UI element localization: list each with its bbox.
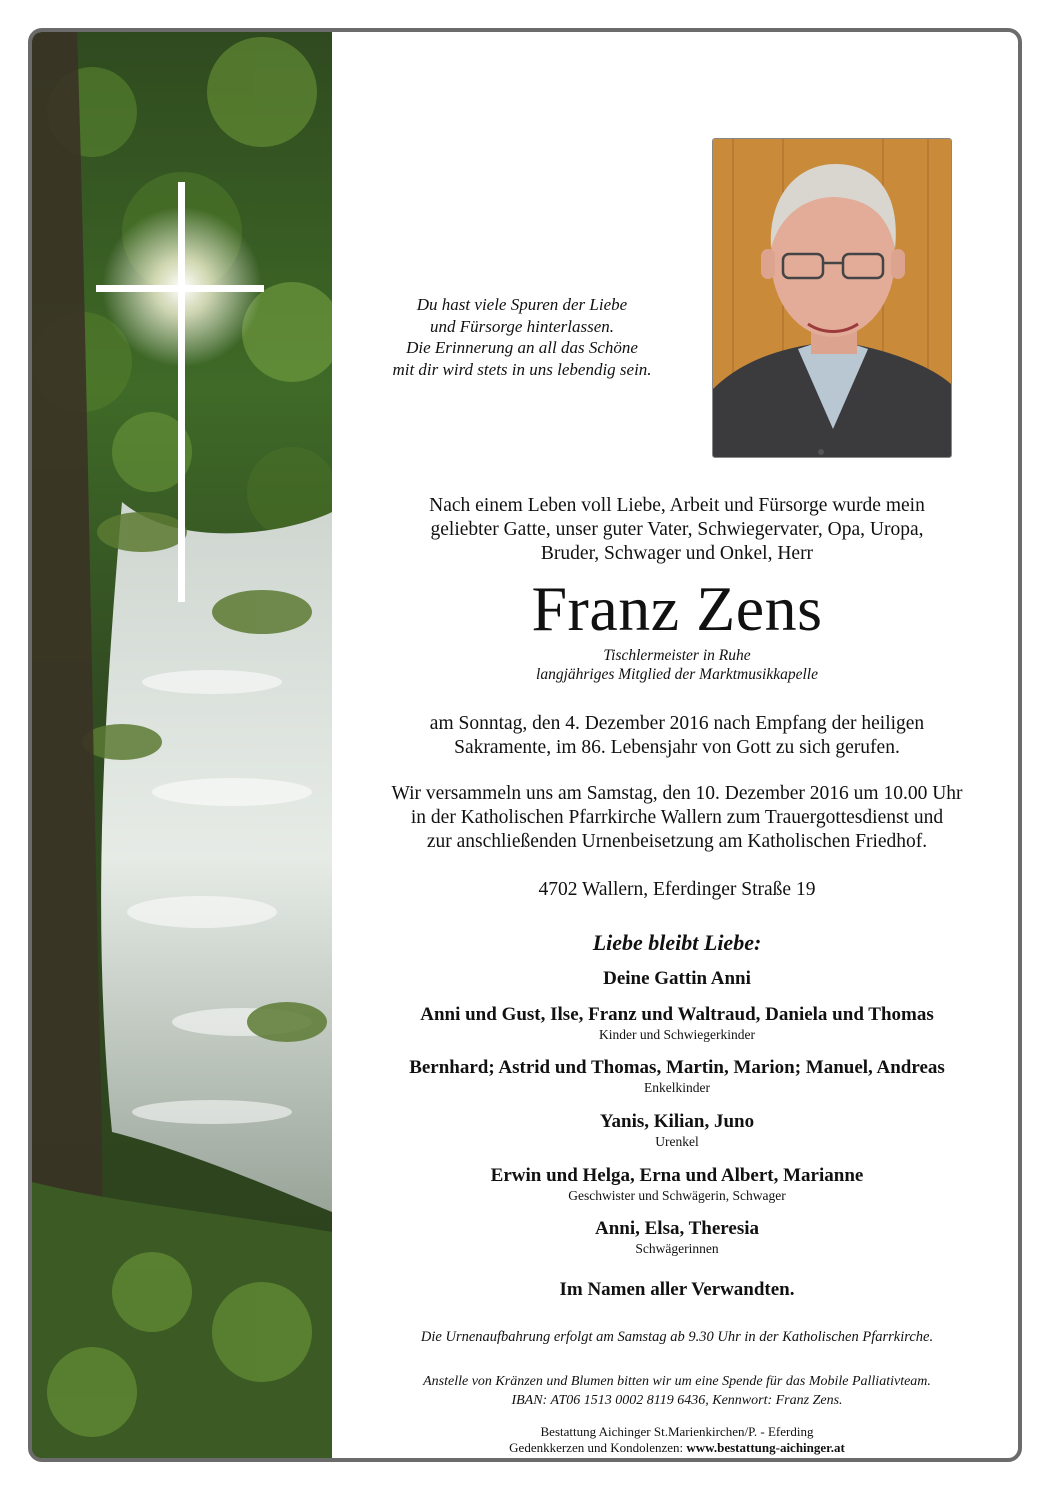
footer-condolences-label: Gedenkkerzen und Kondolenzen:: [509, 1440, 687, 1455]
intro-line: geliebter Gatte, unser guter Vater, Schwiegervater, Opa, Uropa,: [430, 519, 924, 540]
family-group-names: Erwin und Helga, Erna und Albert, Marianne: [490, 1165, 864, 1186]
forest-stream-illustration: [32, 32, 332, 1458]
donation-note: [332, 1372, 1022, 1410]
closing-line: Im Namen aller Verwandten.: [559, 1279, 795, 1300]
subtitle-line: Tischlermeister in Ruhe: [603, 647, 751, 664]
intro-line: Bruder, Schwager und Onkel, Herr: [540, 543, 814, 564]
donation-line: IBAN: AT06 1513 0002 8119 6436, Kennwort: Franz Zens.: [511, 1393, 843, 1408]
verse-line: und Fürsorge hinterlassen.: [429, 316, 614, 336]
death-line: Sakramente, im 86. Lebensjahr von Gott zu sich gerufen.: [454, 737, 900, 758]
portrait-illustration: [713, 139, 951, 457]
family-group-relation: Urenkel: [655, 1134, 699, 1149]
family-group-relation: Kinder und Schwiegerkinder: [599, 1027, 755, 1042]
deceased-description: [332, 646, 1022, 684]
family-group-relation: Enkelkinder: [644, 1080, 710, 1095]
verse-line: Du hast viele Spuren der Liebe: [416, 295, 628, 314]
verse-line: mit dir wird stets in uns lebendig sein.: [392, 359, 652, 379]
family-group-relation: Schwägerinnen: [635, 1241, 719, 1256]
family-group-relation: Geschwister und Schwägerin, Schwager: [568, 1188, 786, 1203]
address: 4702 Wallern, Eferdinger Straße 19: [538, 879, 816, 900]
funeral-info: [332, 782, 1022, 854]
obituary-content: [332, 32, 1022, 1458]
funeral-line: in der Katholischen Pfarrkirche Wallern zum Trauergottesdienst und: [410, 807, 944, 828]
footer-website-link[interactable]: www.bestattung-aichinger.at: [686, 1440, 845, 1455]
intro-line: Nach einem Leben voll Liebe, Arbeit und Fürsorge wurde mein: [429, 495, 925, 516]
intro-text: [332, 494, 1022, 566]
death-line: am Sonntag, den 4. Dezember 2016 nach Empfang der heiligen: [429, 713, 925, 734]
footer: [332, 1424, 1022, 1456]
urn-note: Die Urnenaufbahrung erfolgt am Samstag ab 9.30 Uhr in der Katholischen Pfarrkirche.: [420, 1329, 934, 1345]
footer-condolences: [332, 1440, 1022, 1456]
funeral-line: zur anschließenden Urnenbeisetzung am Katholischen Friedhof.: [426, 831, 928, 852]
footer-company: Bestattung Aichinger St.Marienkirchen/P. - Eferding: [540, 1424, 814, 1439]
family-group-names: Anni, Elsa, Theresia: [594, 1218, 759, 1239]
family-group-names: Anni und Gust, Ilse, Franz und Waltraud, Daniela und Thomas: [420, 1004, 934, 1025]
donation-line: Anstelle von Kränzen und Blumen bitten wir um eine Spende für das Mobile Palliativteam.: [423, 1374, 931, 1389]
cross-horizontal: [96, 285, 264, 292]
subtitle-line: langjähriges Mitglied der Marktmusikkapelle: [536, 666, 818, 683]
death-notice: [332, 712, 1022, 760]
funeral-line: Wir versammeln uns am Samstag, den 10. Dezember 2016 um 10.00 Uhr: [391, 783, 963, 804]
verse-line: Die Erinnerung an all das Schöne: [406, 338, 638, 357]
obituary-card: [28, 28, 1022, 1462]
deceased-name: Franz Zens: [531, 573, 823, 644]
family-group-names: Bernhard; Astrid und Thomas, Martin, Marion; Manuel, Andreas: [409, 1057, 945, 1078]
spouse: Deine Gattin Anni: [603, 968, 751, 989]
family-group-names: Yanis, Kilian, Juno: [599, 1111, 755, 1132]
memorial-verse: [372, 294, 672, 380]
portrait-photo: [712, 138, 952, 458]
forest-stream-image: [32, 32, 332, 1458]
motto: Liebe bleibt Liebe:: [592, 930, 762, 955]
cross-vertical: [178, 182, 185, 602]
